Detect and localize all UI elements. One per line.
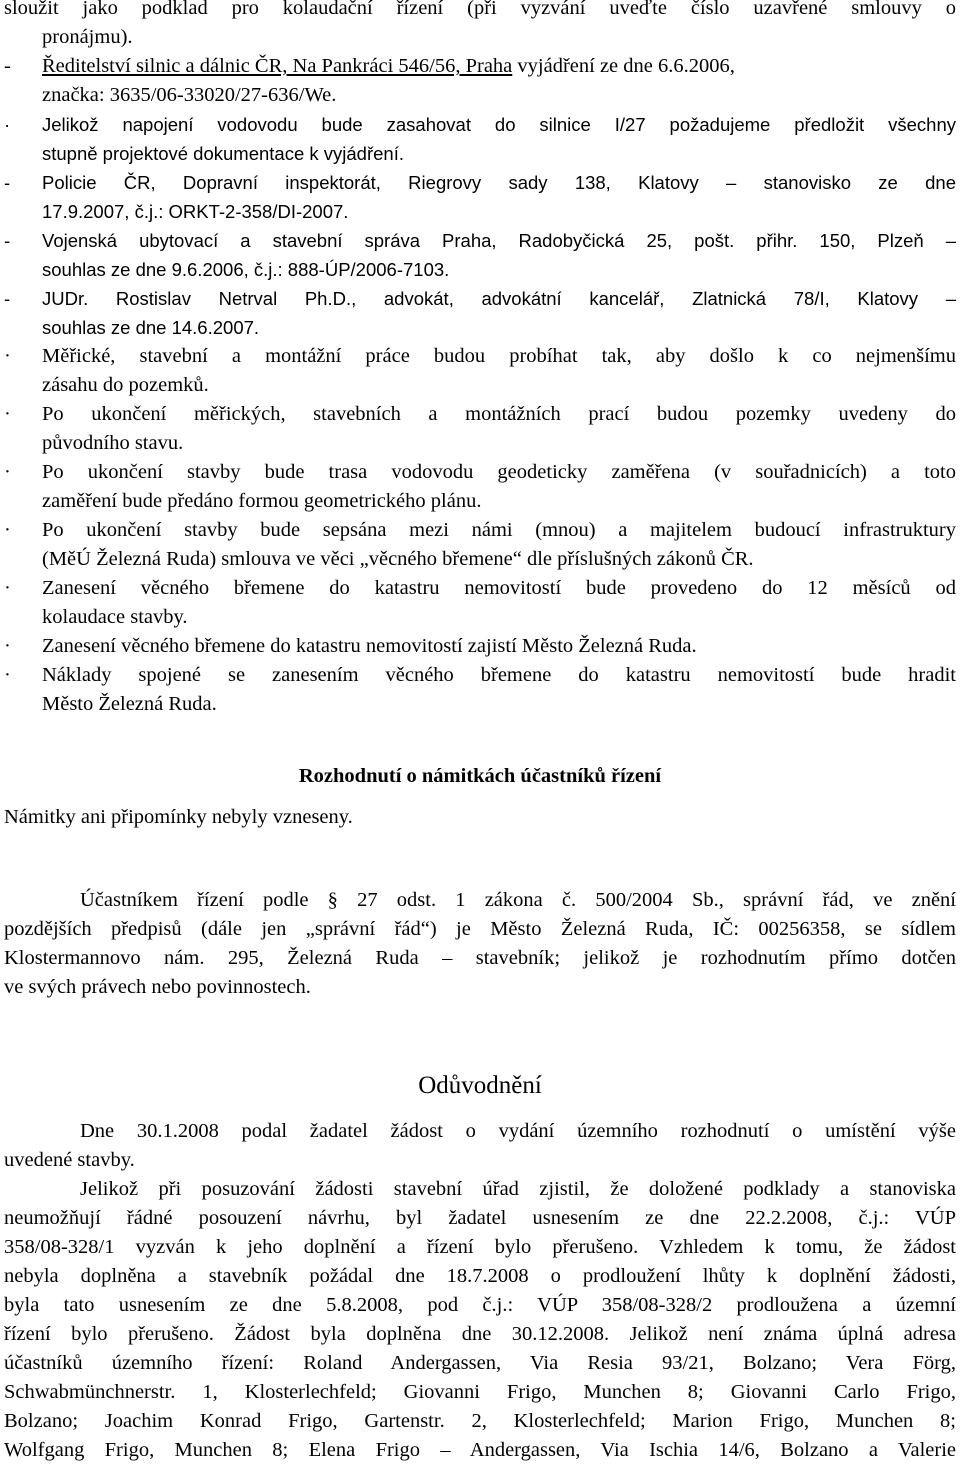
line-text: Měřické, stavební a montážní práce budou probíhat tak, aby došlo k co nejmenšímu bbox=[42, 345, 956, 367]
bullet-marker: · bbox=[4, 461, 11, 483]
line-text: JUDr. Rostislav Netrval Ph.D., advokát, advokátní kancelář, Zlatnická 78/I, Klatovy – bbox=[42, 288, 956, 309]
bullet-marker: · bbox=[4, 403, 11, 425]
line-text: Jelikož při posuzování žádosti stavební úřad zjistil, že doložené podklady a stanoviska bbox=[80, 1178, 956, 1200]
line-text: pozdějších předpisů (dále jen „správní řád“) je Město Železná Ruda, IČ: 00256358, se sídlem bbox=[4, 918, 956, 940]
dash-marker: - bbox=[4, 288, 11, 309]
line-text: souhlas ze dne 9.6.2006, č.j.: 888-ÚP/2006-7103. bbox=[42, 259, 450, 280]
bullet-marker: · bbox=[4, 577, 11, 599]
line-text: zaměření bude předáno formou geometrického plánu. bbox=[42, 490, 482, 512]
dash-marker: - bbox=[4, 55, 11, 77]
line-text: uvedené stavby. bbox=[4, 1149, 135, 1171]
institution-name: Ředitelství silnic a dálnic ČR, Na Pankráci 546/56, Praha bbox=[42, 55, 513, 77]
line-text: nebyla doplněna a stavebník požádal dne 18.7.2008 o prodloužení lhůty k doplnění žádosti, bbox=[4, 1265, 956, 1287]
line-text: Jelikož napojení vodovodu bude zasahovat do silnice I/27 požadujeme předložit všechny bbox=[42, 114, 956, 135]
line-text: zásahu do pozemků. bbox=[42, 374, 209, 396]
line-text: Vojenská ubytovací a stavební správa Praha, Radobyčická 25, pošt. přihr. 150, Plzeň – bbox=[42, 230, 956, 251]
bullet-marker: · bbox=[4, 114, 11, 135]
heading-reasoning: Odůvodnění bbox=[418, 1072, 542, 1099]
line-text bbox=[42, 52, 956, 81]
line-text: Účastníkem řízení podle § 27 odst. 1 zákona č. 500/2004 Sb., správní řád, ve znění bbox=[80, 889, 956, 911]
line-text: Zanesení věcného břemene do katastru nemovitostí zajistí Město Železná Ruda. bbox=[42, 635, 697, 657]
line-text: 17.9.2007, č.j.: ORKT-2-358/DI-2007. bbox=[42, 201, 349, 222]
line-text: Po ukončení měřických, stavebních a montážních prací budou pozemky uvedeny do bbox=[42, 403, 956, 425]
line-text: Bolzano; Joachim Konrad Frigo, Gartenstr. 2, Klosterlechfeld; Marion Frigo, Munchen 8; bbox=[4, 1410, 956, 1432]
line-text: stupně projektové dokumentace k vyjádření. bbox=[42, 143, 404, 164]
heading-objections: Rozhodnutí o námitkách účastníků řízení bbox=[298, 765, 662, 787]
line-text: Schwabmünchnerstr. 1, Klosterlechfeld; Giovanni Frigo, Munchen 8; Giovanni Carlo Frigo, bbox=[4, 1381, 956, 1403]
line-text: pronájmu). bbox=[42, 26, 133, 48]
line-text: původního stavu. bbox=[42, 432, 184, 454]
line-text: Dne 30.1.2008 podal žadatel žádost o vydání územního rozhodnutí o umístění výše bbox=[80, 1120, 956, 1142]
line-text: Po ukončení stavby bude trasa vodovodu geodeticky zaměřena (v souřadnicích) a toto bbox=[42, 461, 956, 483]
bullet-marker: · bbox=[4, 345, 11, 367]
line-text: kolaudace stavby. bbox=[42, 606, 188, 628]
line-text-rest: vyjádření ze dne 6.6.2006, bbox=[512, 55, 735, 77]
line-text: Město Železná Ruda. bbox=[42, 693, 217, 715]
line-text: Wolfgang Frigo, Munchen 8; Elena Frigo – Andergassen, Via Ischia 14/6, Bolzano a Valerie bbox=[4, 1439, 956, 1461]
dash-marker: - bbox=[4, 230, 11, 251]
bullet-marker: · bbox=[4, 519, 11, 541]
line-text: Policie ČR, Dopravní inspektorát, Riegrovy sady 138, Klatovy – stanovisko ze dne bbox=[42, 172, 956, 193]
line-text: Zanesení věcného břemene do katastru nemovitostí bude provedeno do 12 měsíců od bbox=[42, 577, 956, 599]
line-text: byla tato usnesením ze dne 5.8.2008, pod č.j.: VÚP 358/08-328/2 prodloužena a územní bbox=[4, 1294, 956, 1316]
line-text: souhlas ze dne 14.6.2007. bbox=[42, 317, 260, 338]
line-text: Po ukončení stavby bude sepsána mezi námi (mnou) a majitelem budoucí infrastruktury bbox=[42, 519, 956, 541]
line-text: Námitky ani připomínky nebyly vzneseny. bbox=[4, 806, 353, 828]
line-text: neumožňují řádné posouzení návrhu, byl žadatel usnesením ze dne 22.2.2008, č.j.: VÚP bbox=[4, 1207, 956, 1229]
line-text: Klostermannovo nám. 295, Železná Ruda – stavebník; jelikož je rozhodnutím přímo dotčen bbox=[4, 947, 956, 969]
bullet-marker: · bbox=[4, 635, 11, 657]
line-text: 358/08-328/1 vyzván k jeho doplnění a řízení bylo přerušeno. Vzhledem k tomu, že žádost bbox=[4, 1236, 956, 1258]
line-text: ve svých právech nebo povinnostech. bbox=[4, 976, 311, 998]
line-text: značka: 3635/06-33020/27-636/We. bbox=[42, 84, 337, 106]
line-text: Náklady spojené se zanesením věcného břemene do katastru nemovitostí bude hradit bbox=[42, 664, 956, 686]
dash-marker: - bbox=[4, 172, 11, 193]
line-text: (MěÚ Železná Ruda) smlouva ve věci „věcného břemene“ dle příslušných zákonů ČR. bbox=[42, 548, 754, 570]
line-text: sloužit jako podklad pro kolaudační řízení (při vyzvání uveďte číslo uzavřené smlouvy o bbox=[4, 0, 956, 19]
bullet-marker: · bbox=[4, 664, 11, 686]
line-text: účastníků územního řízení: Roland Andergassen, Via Resia 93/21, Bolzano; Vera Förg, bbox=[4, 1352, 956, 1374]
line-text: řízení bylo přerušeno. Žádost byla doplněna dne 30.12.2008. Jelikož není známa úplná adresa bbox=[4, 1323, 956, 1345]
